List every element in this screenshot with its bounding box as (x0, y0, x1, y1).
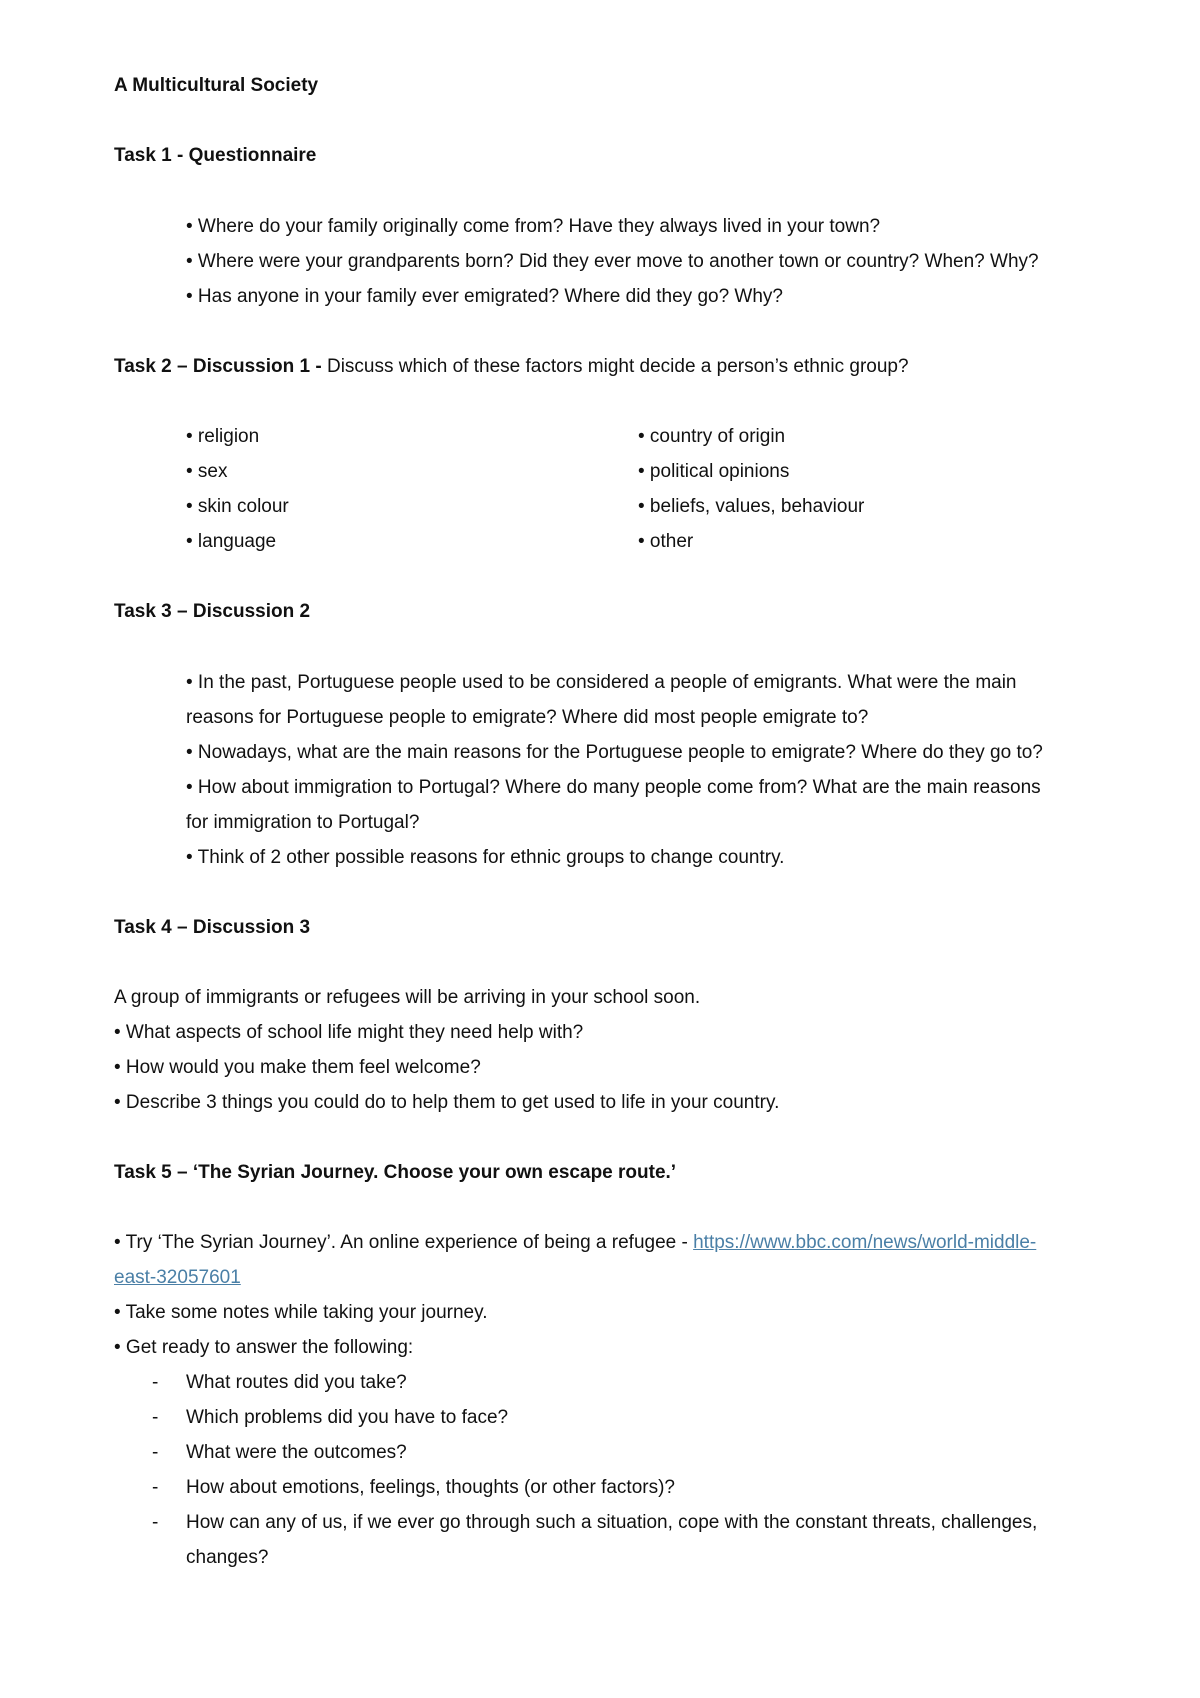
task5-bullet: • Take some notes while taking your journey. (114, 1302, 488, 1323)
task5-question: What were the outcomes? (186, 1442, 407, 1463)
dash-marker: - (152, 1407, 159, 1428)
document-title: A Multicultural Society (114, 75, 319, 96)
task2-heading: Task 2 – Discussion 1 - (114, 356, 327, 377)
task1-bullet: • Where were your grandparents born? Did they ever move to another town or country? When? Why? (186, 251, 1039, 272)
task3-line: • How about immigration to Portugal? Where do many people come from? What are the main reasons (186, 777, 1041, 798)
task5-try-text: • Try ‘The Syrian Journey’. An online experience of being a refugee - (114, 1232, 694, 1253)
task4-intro: A group of immigrants or refugees will be arriving in your school soon. (114, 987, 701, 1008)
task2-factor: • skin colour (186, 496, 289, 517)
dash-marker: - (152, 1512, 159, 1533)
task2-heading-line (114, 355, 909, 379)
task2-factor: • other (638, 531, 694, 552)
task3-line: for immigration to Portugal? (186, 812, 420, 833)
task2-factor: • political opinions (638, 461, 790, 482)
task1-bullet: • Has anyone in your family ever emigrated? Where did they go? Why? (186, 286, 783, 307)
task4-bullet: • How would you make them feel welcome? (114, 1057, 481, 1078)
task5-try-line (114, 1231, 1036, 1255)
task3-heading: Task 3 – Discussion 2 (114, 601, 311, 622)
task5-question: How can any of us, if we ever go through such a situation, cope with the constant threats, challenges, (186, 1512, 1038, 1533)
task4-bullet: • What aspects of school life might they need help with? (114, 1022, 584, 1043)
task2-prompt: Discuss which of these factors might decide a person’s ethnic group? (326, 356, 909, 377)
task1-bullet: • Where do your family originally come from? Have they always lived in your town? (186, 216, 881, 237)
task5-link-continuation (114, 1266, 241, 1290)
syrian-journey-link[interactable]: https://www.bbc.com/news/world-middle- (693, 1232, 1037, 1253)
dash-marker: - (152, 1372, 159, 1393)
task3-line: reasons for Portuguese people to emigrate? Where did most people emigrate to? (186, 707, 869, 728)
syrian-journey-link-continued[interactable]: east-32057601 (114, 1267, 241, 1288)
task4-heading: Task 4 – Discussion 3 (114, 917, 311, 938)
task5-question: Which problems did you have to face? (186, 1407, 509, 1428)
task3-line: • Nowadays, what are the main reasons for the Portuguese people to emigrate? Where do they go to? (186, 742, 1043, 763)
task4-bullet: • Describe 3 things you could do to help them to get used to life in your country. (114, 1092, 780, 1113)
task5-bullet: • Get ready to answer the following: (114, 1337, 414, 1358)
task5-question-continuation: changes? (186, 1547, 269, 1568)
task2-factor: • country of origin (638, 426, 786, 447)
task3-line: • In the past, Portuguese people used to be considered a people of emigrants. What were the main (186, 672, 1017, 693)
dash-marker: - (152, 1442, 159, 1463)
task2-factor: • religion (186, 426, 260, 447)
task2-factor: • language (186, 531, 277, 552)
dash-marker: - (152, 1477, 159, 1498)
task5-question: What routes did you take? (186, 1372, 407, 1393)
task3-line: • Think of 2 other possible reasons for ethnic groups to change country. (186, 847, 785, 868)
task5-question: How about emotions, feelings, thoughts (or other factors)? (186, 1477, 675, 1498)
task2-factor: • beliefs, values, behaviour (638, 496, 865, 517)
task2-factor: • sex (186, 461, 228, 482)
task1-heading: Task 1 - Questionnaire (114, 145, 317, 166)
task5-heading: Task 5 – ‘The Syrian Journey. Choose your own escape route.’ (114, 1162, 677, 1183)
